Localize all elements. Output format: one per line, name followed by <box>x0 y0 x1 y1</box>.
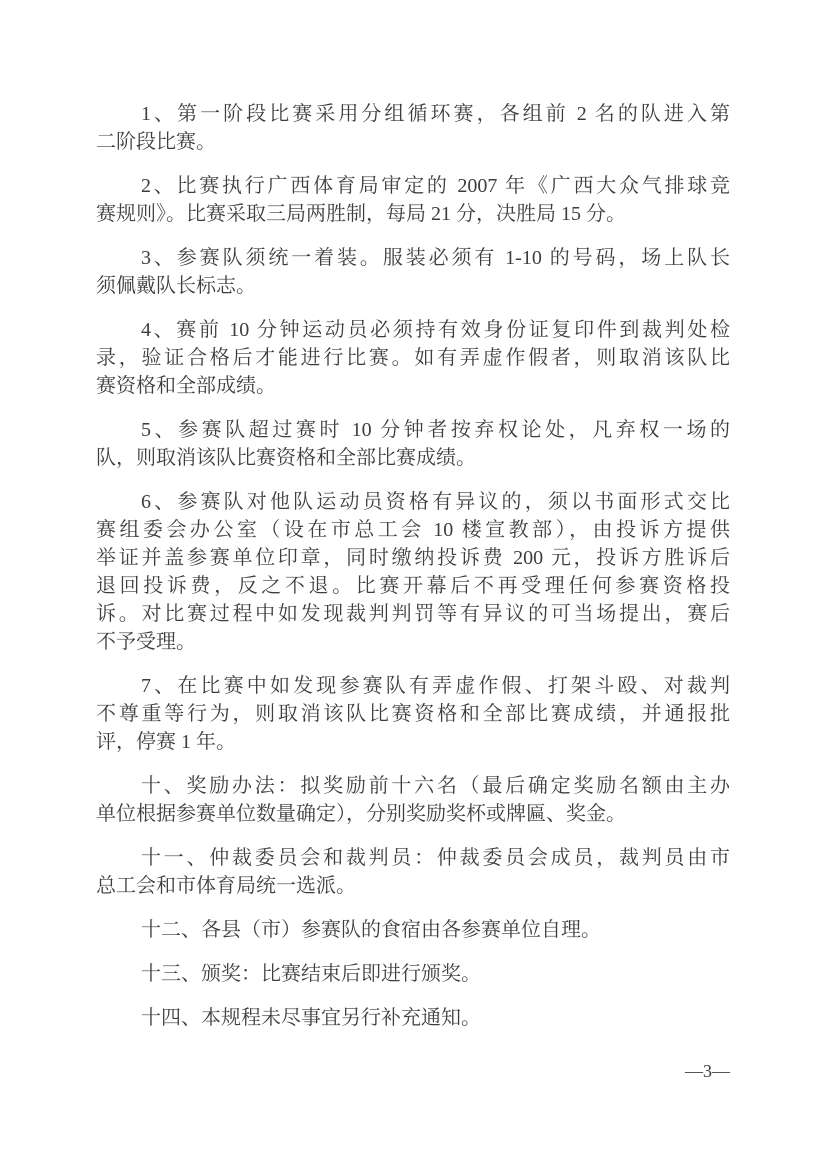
paragraph <box>96 916 730 944</box>
paragraph-line: 1、第一阶段比赛采用分组循环赛，各组前 2 名的队进入第 <box>141 103 730 125</box>
paragraph-line: 单位根据参赛单位数量确定），分别奖励奖杯或牌匾、奖金。 <box>96 803 626 825</box>
paragraph-line: 不予受理。 <box>96 631 196 653</box>
paragraph-line: 十四、本规程未尽事宜另行补充通知。 <box>141 1007 481 1029</box>
paragraph <box>96 100 730 156</box>
paragraph-line: 6、参赛队对他队运动员资格有异议的，须以书面形式交比 <box>141 491 730 513</box>
paragraph-line: 二阶段比赛。 <box>96 131 216 153</box>
paragraph <box>96 244 730 300</box>
page-number: —3— <box>685 1061 730 1081</box>
paragraph-line: 赛资格和全部成绩。 <box>96 375 276 397</box>
paragraph-line: 退回投诉费，反之不退。比赛开幕后不再受理任何参赛资格投 <box>96 575 730 597</box>
paragraph <box>96 488 730 656</box>
paragraph-line: 十三、颁奖：比赛结束后即进行颁奖。 <box>141 963 481 985</box>
paragraph-line: 总工会和市体育局统一选派。 <box>96 875 356 897</box>
paragraph <box>96 416 730 472</box>
paragraph-line: 赛规则》。比赛采取三局两胜制，每局 21 分，决胜局 15 分。 <box>96 203 626 225</box>
paragraph <box>96 172 730 228</box>
paragraph <box>96 1004 730 1032</box>
paragraph-line: 不尊重等行为，则取消该队比赛资格和全部比赛成绩，并通报批 <box>96 703 730 725</box>
paragraph-line: 5、参赛队超过赛时 10 分钟者按弃权论处，凡弃权一场的 <box>141 419 730 441</box>
paragraph-line: 十、奖励办法：拟奖励前十六名（最后确定奖励名额由主办 <box>141 775 730 797</box>
paragraph-line: 举证并盖参赛单位印章，同时缴纳投诉费 200 元，投诉方胜诉后 <box>96 547 730 569</box>
paragraph-line: 十一、仲裁委员会和裁判员：仲裁委员会成员，裁判员由市 <box>141 847 730 869</box>
paragraph-line: 3、参赛队须统一着装。服装必须有 1-10 的号码，场上队长 <box>141 247 730 269</box>
paragraph <box>96 772 730 828</box>
paragraph-line: 2、比赛执行广西体育局审定的 2007 年《广西大众气排球竞 <box>141 175 730 197</box>
paragraph-line: 录，验证合格后才能进行比赛。如有弄虚作假者，则取消该队比 <box>96 347 730 369</box>
paragraph-line: 诉。对比赛过程中如发现裁判判罚等有异议的可当场提出，赛后 <box>96 603 730 625</box>
paragraph-line: 评，停赛 1 年。 <box>96 731 236 753</box>
paragraph <box>96 844 730 900</box>
paragraph <box>96 960 730 988</box>
paragraph-line: 队，则取消该队比赛资格和全部比赛成绩。 <box>96 447 476 469</box>
document-body <box>96 100 730 1048</box>
paragraph-line: 7、在比赛中如发现参赛队有弄虚作假、打架斗殴、对裁判 <box>141 675 730 697</box>
paragraph-line: 须佩戴队长标志。 <box>96 275 256 297</box>
paragraph-line: 4、赛前 10 分钟运动员必须持有效身份证复印件到裁判处检 <box>141 319 730 341</box>
paragraph <box>96 672 730 756</box>
paragraph-line: 赛组委会办公室（设在市总工会 10 楼宣教部），由投诉方提供 <box>96 519 730 541</box>
paragraph-line: 十二、各县（市）参赛队的食宿由各参赛单位自理。 <box>141 919 601 941</box>
paragraph <box>96 316 730 400</box>
